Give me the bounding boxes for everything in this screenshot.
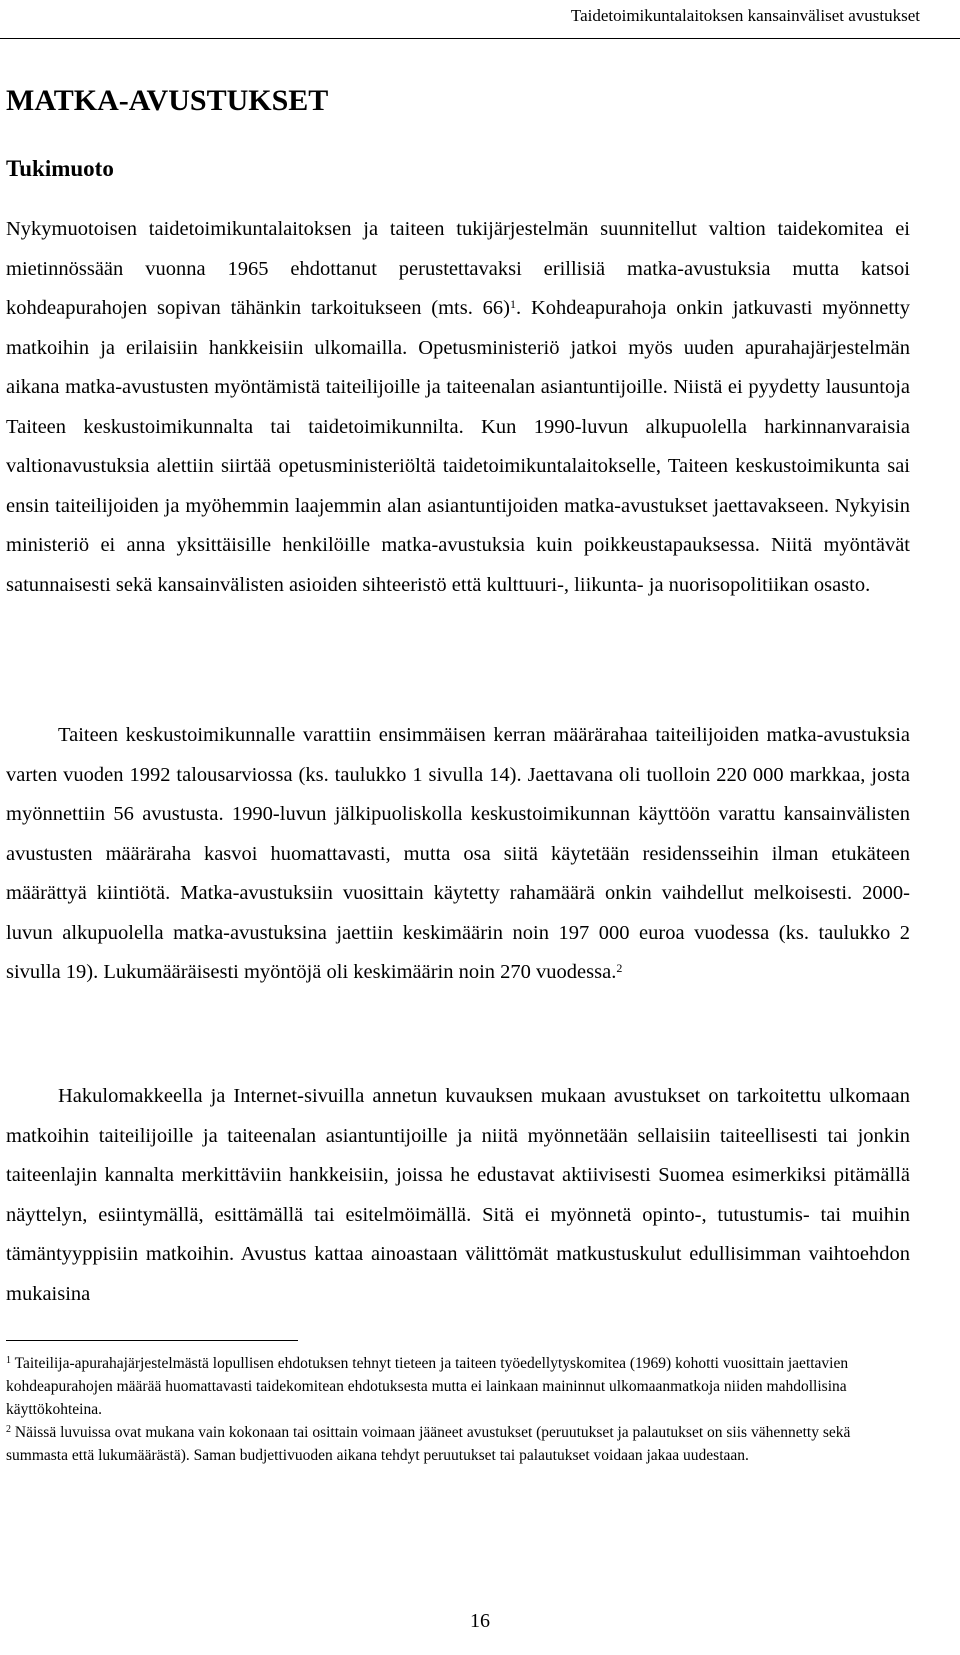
footnote-2-text: Näissä luvuissa ovat mukana vain kokonaan tai osittain voimaan jääneet avustukset (peruutukset ja palautukset on siis vähennetty sekä summasta että lukumäärästä). Saman budjettivuoden aikana tehdyt peruutukset tai palautukset voidaan jakaa uudestaan. [6,1424,851,1464]
paragraph-1 [6,210,910,605]
paragraph-1-text-b: . Kohdeapurahoja onkin jatkuvasti myönnetty matkoihin ja erilaisiin hankkeisiin ulkomailla. Opetusministeriö jatkoi myös uuden apurahajärjestelmän aikana matka-avustusten myöntämistä taiteilijoille ja taiteenalan asiantuntijoille. Niistä ei pyydetty lausuntoja Taiteen keskustoimikunnalta tai taidetoimikunnilta. Kun 1990-luvun alkupuolella harkinnanvaraisia valtionavustuksia alettiin siirtää opetusministeriöltä taidetoimikuntalaitokselle, Taiteen keskustoimikunta sai ensin taiteilijoiden ja myöhemmin laajemmin alan asiantuntijoiden matka-avustukset jaettavakseen. Nykyisin ministeriö ei anna yksittäisille henkilöille matka-avustuksia kuin poikkeustapauksessa. Niitä myöntävät satunnaisesti sekä kansainvälisten asioiden sihteeristö että kulttuuri-, liikunta- ja nuorisopolitiikan osasto. [6,297,910,596]
page-title: MATKA-AVUSTUKSET [6,84,329,117]
running-header-title: Taidetoimikuntalaitoksen kansainväliset avustukset [570,6,920,25]
footnote-ref-2: 2 [616,961,623,975]
footnote-2-marker: 2 [6,1424,11,1435]
footnote-ref-1: 1 [510,297,516,311]
footnote-1-marker: 1 [6,1355,11,1366]
page-number: 16 [470,1610,490,1632]
paragraph-3: Hakulomakkeella ja Internet-sivuilla annetun kuvauksen mukaan avustukset on tarkoitettu ulkomaan matkoihin taiteilijoille ja taiteenalan asiantuntijoille ja niitä myönnetään sellaisiin taiteellisesti tai jonkin taiteenlajin kannalta merkittäviin hankkeisiin, joissa he edustavat aktiivisesti Suomea esimerkiksi pitämällä näyttelyn, esiintymällä, esittämällä tai esitelmöimällä. Sitä ei myönnetä opinto-, tutustumis- tai muihin tämäntyyppisiin matkoihin. Avustus kattaa ainoastaan välittömät matkustuskulut edullisimman vaihtoehdon mukaisina [6,1085,910,1305]
footnote-divider [6,1340,298,1341]
paragraph-2 [6,716,910,993]
section-heading: Tukimuoto [6,156,114,181]
paragraph-1-text-a: Nykymuotoisen taidetoimikuntalaitoksen ja taiteen tukijärjestelmän suunnitellut valtion taidekomitea ei mietinnössään vuonna 1965 ehdottanut perustettavaksi erillisiä matka-avustuksia mutta katsoi kohdeapurahojen sopivan tähänkin tarkoitukseen (mts. 66) [6,218,910,319]
running-header [0,0,960,39]
footnote-2 [6,1421,906,1467]
footnote-1-text: Taiteilija-apurahajärjestelmästä lopullisen ehdotuksen tehnyt tieteen ja taiteen työedellytyskomitea (1969) kohotti vuosittain jaettavien kohdeapurahojen määrää huomattavasti taidekomitean ehdotuksesta mutta ei lainkaan maininnut ulkomaanmatkoja niiden mahdollisina käyttökohteina. [6,1355,849,1418]
footnote-1 [6,1352,906,1421]
paragraph-2-text: Taiteen keskustoimikunnalle varattiin ensimmäisen kerran määrärahaa taiteilijoiden matka-avustuksia varten vuoden 1992 talousarviossa (ks. taulukko 1 sivulla 14). Jaettavana oli tuolloin 220 000 markkaa, josta myönnettiin 56 avustusta. 1990-luvun jälkipuoliskolla keskustoimikunnan käyttöön varattu kansainvälisten avustusten määräraha kasvoi huomattavasti, mutta osa siitä käytetään residensseihin ilman etukäteen määrättyä kiintiötä. Matka-avustuksiin vuosittain käytetty rahamäärä onkin vaihdellut melkoisesti. 2000-luvun alkupuolella matka-avustuksina jaettiin keskimäärin noin 197 000 euroa vuodessa (ks. taulukko 2 sivulla 19). Lukumääräisesti myöntöjä oli keskimäärin noin 270 vuodessa. [6,724,910,983]
footnotes [6,1352,906,1467]
